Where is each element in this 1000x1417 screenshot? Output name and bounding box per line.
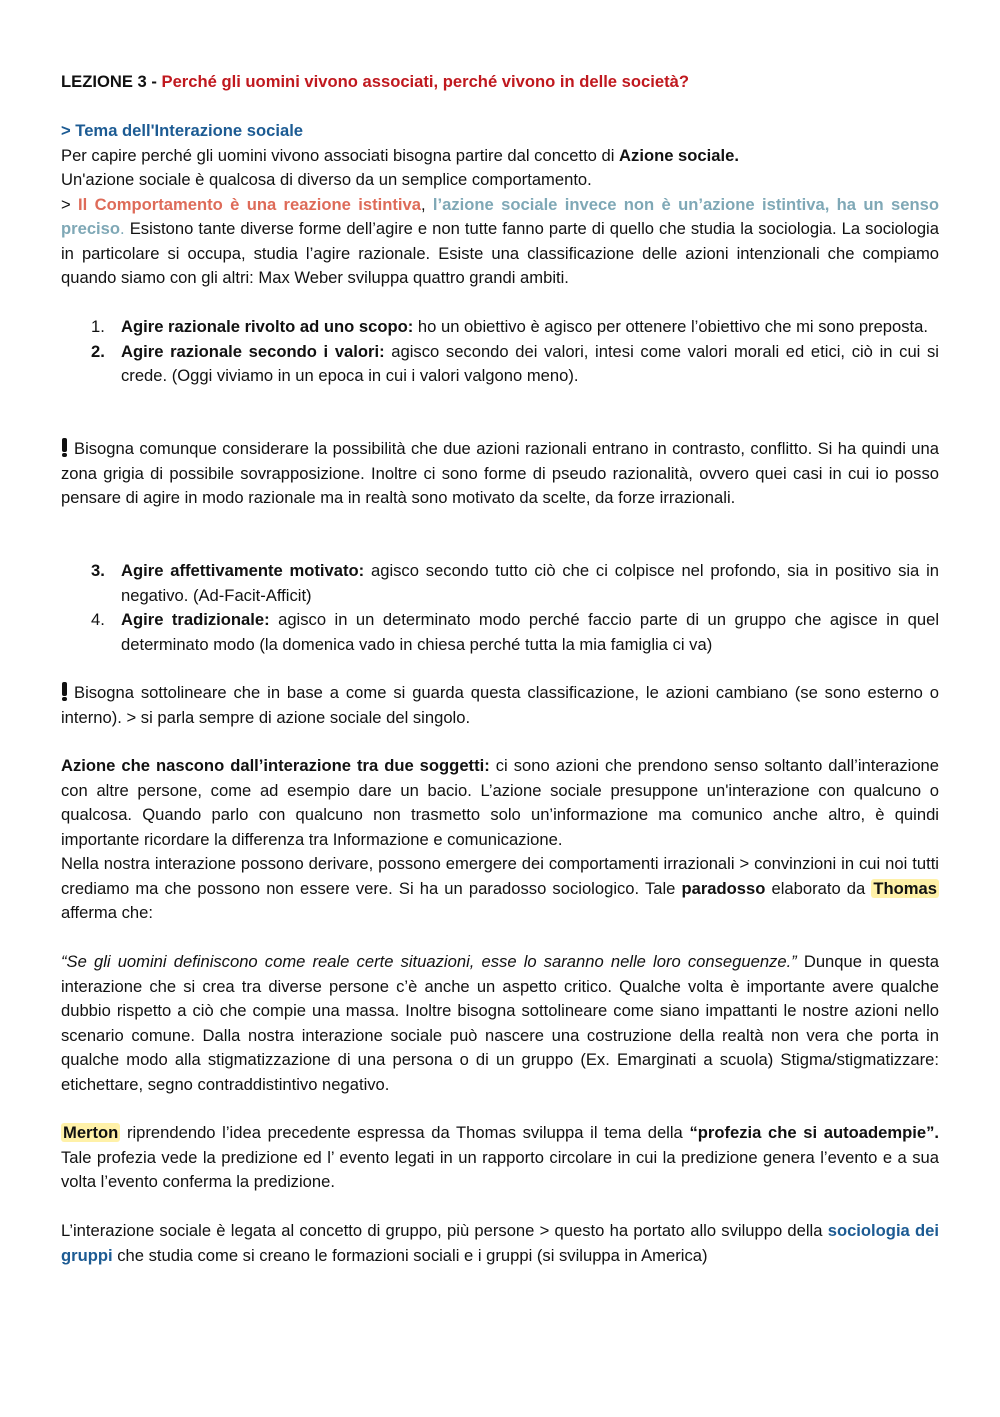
list-text: ho un obiettivo è agisco per ottenere l’obiettivo che mi sono preposta. [413, 317, 929, 336]
gruppi-text: L’interazione sociale è legata al concetto di gruppo, più persone > questo ha portato allo sviluppo della [61, 1221, 828, 1240]
afferma-text: afferma che: [61, 903, 153, 922]
gruppi-text-end: che studia come si creano le formazioni sociali e i gruppi (si sviluppa in America) [112, 1245, 708, 1265]
section-interazione-soggetti [61, 754, 939, 926]
profezia-text: Tale profezia vede la predizione ed l’ evento legati in un rapporto circolare in cui la predizione genera l’evento e a sua volta l’evento conferma la predizione. [61, 1147, 939, 1191]
list-term: Agire tradizionale: [121, 610, 270, 629]
list-term: Agire affettivamente motivato: [121, 561, 365, 580]
list-item [61, 608, 939, 657]
lesson-question: Perché gli uomini vivono associati, perché vivono in delle società? [161, 72, 689, 91]
interazione-text: ci sono azioni che prendono senso soltanto dall’interazione con altre persone, come ad esempio dare un bacio. L’azione sociale presuppone un'interazione con qualcuno o qualcosa. Quando parlo con qualcuno non trasmetto solo un’informazione ma comunico anche altro, è quindi importante ricordare la differenza tra Informazione e comunicazione. [61, 756, 940, 849]
list-number: 1. [91, 317, 105, 336]
elaborato-text: elaborato da [765, 878, 872, 898]
list-number: 3. [91, 561, 105, 580]
quote-explanation: Dunque in questa interazione che si crea tra diverse persone c’è anche un aspetto critico. Qualche volta è importante avere qualche dubbio rispetto a ciò che compie una massa. Inoltre bisogna sottolineare come siano impattanti le nostre azioni nello scenario comune. Dalla nostra interazione sociale può nascere una costruzione della realtà non vera che porta in qualche modo alla stigmatizzazione di una persona o di un gruppo (Ex. Emarginati a scuola) Stigma/stigmatizzare: etichettare, segno contraddistintivo negativo. [61, 952, 939, 1094]
list-text: agisco secondo dei valori, intesi come valori morali ed etici, ciò in cui si crede. (Oggi viviamo in un epoca in cui i valori valgono meno). [121, 341, 939, 385]
section-gruppi [61, 1219, 939, 1268]
profezia-term: “profezia che si autoadempie”. [689, 1123, 939, 1142]
list-term: Agire razionale rivolto ad uno scopo: [121, 317, 414, 336]
list-item [61, 340, 939, 389]
merton-highlight: Merton [63, 1123, 119, 1142]
comma-text: , [420, 194, 433, 214]
intro-text: Per capire perché gli uomini vivono associati bisogna partire dal concetto di [61, 145, 620, 165]
note-classificazione [61, 681, 939, 730]
list-number: 2. [91, 341, 105, 361]
paragraph-interazione [61, 754, 939, 852]
note-text: Bisogna sottolineare che in base a come si guarda questa classificazione, le azioni cambiano (se sono esterno o interno). > si parla sempre di azione sociale del singolo. [61, 683, 939, 727]
thomas-highlight: Thomas [873, 878, 937, 898]
weber-text: Esistono tante diverse forme dell’agire e non tutte fanno parte di quello che studia la sociologia. La sociologia in particolare si occupa, studia l’agire razionale. Esiste una classificazione delle azioni intenzionali che compiamo quando siamo con gli altri: Max Weber sviluppa quattro grandi ambiti. [61, 219, 939, 287]
intro-term: Azione sociale. [619, 145, 739, 165]
section-heading: > Tema dell'Interazione sociale [61, 121, 304, 140]
sociologia-gruppi-term: sociologia dei gruppi [61, 1221, 939, 1265]
section-thomas-quote [61, 950, 939, 1097]
list-text: agisco secondo tutto ciò che ci colpisce nel profondo, sia in positivo sia in negativo. (Ad-Facit-Afficit) [121, 561, 940, 605]
merton-text: riprendendo l’idea precedente espressa da Thomas sviluppa il tema della [120, 1123, 690, 1142]
note-conflitto [61, 437, 939, 511]
paragraph-intro [61, 144, 939, 169]
paragraph-definition: Un'azione sociale è qualcosa di diverso da un semplice comportamento. [61, 170, 592, 189]
page-title [61, 70, 939, 95]
paragraph-paradosso [61, 852, 939, 926]
list-agire-affettivo [61, 559, 939, 657]
section-interazione-sociale [61, 119, 939, 291]
list-item [61, 559, 939, 608]
exclamation-icon [61, 438, 68, 457]
list-term: Agire razionale secondo i valori: [121, 341, 385, 361]
exclamation-icon [61, 682, 68, 701]
comportamento-text: Il Comportamento è una reazione istintiva [78, 194, 421, 214]
paragraph-comportamento [61, 193, 939, 291]
list-item [61, 315, 939, 340]
list-number: 4. [91, 610, 105, 629]
list-text: agisco in un determinato modo perché faccio parte di un gruppo che agisce in quel determinato modo (la domenica vado in chiesa perché tutta la mia famiglia ci va) [121, 610, 939, 654]
arrow-text: > [61, 194, 79, 214]
paradosso-text: Nella nostra interazione possono derivare, possono emergere dei comportamenti irrazionali > convinzioni in cui noi tutti crediamo ma che possono non essere vere. Si ha un paradosso sociologico. Tale [61, 854, 939, 898]
note-text: Bisogna comunque considerare la possibilità che due azioni razionali entrano in contrasto, conflitto. Si ha quindi una zona grigia di possibile sovrapposizione. Inoltre ci sono forme di pseudo razionalità, ovvero quei casi in cui io posso pensare di agire in modo razionale ma in realtà sono motivato da scelte, da forze irrazionali. [61, 439, 939, 507]
list-agire-razionale [61, 315, 939, 389]
azione-text: l’azione sociale invece non è un’azione istintiva, ha un senso preciso [61, 194, 939, 238]
paradosso-term: paradosso [681, 878, 766, 898]
section-merton [61, 1121, 939, 1195]
dot-text: . [120, 219, 130, 238]
thomas-quote: “Se gli uomini definiscono come reale certe situazioni, esse lo saranno nelle loro conseguenze.” [61, 952, 797, 971]
section-lead: Azione che nascono dall’interazione tra due soggetti: [61, 756, 490, 775]
lesson-label: LEZIONE 3 - [61, 72, 162, 91]
